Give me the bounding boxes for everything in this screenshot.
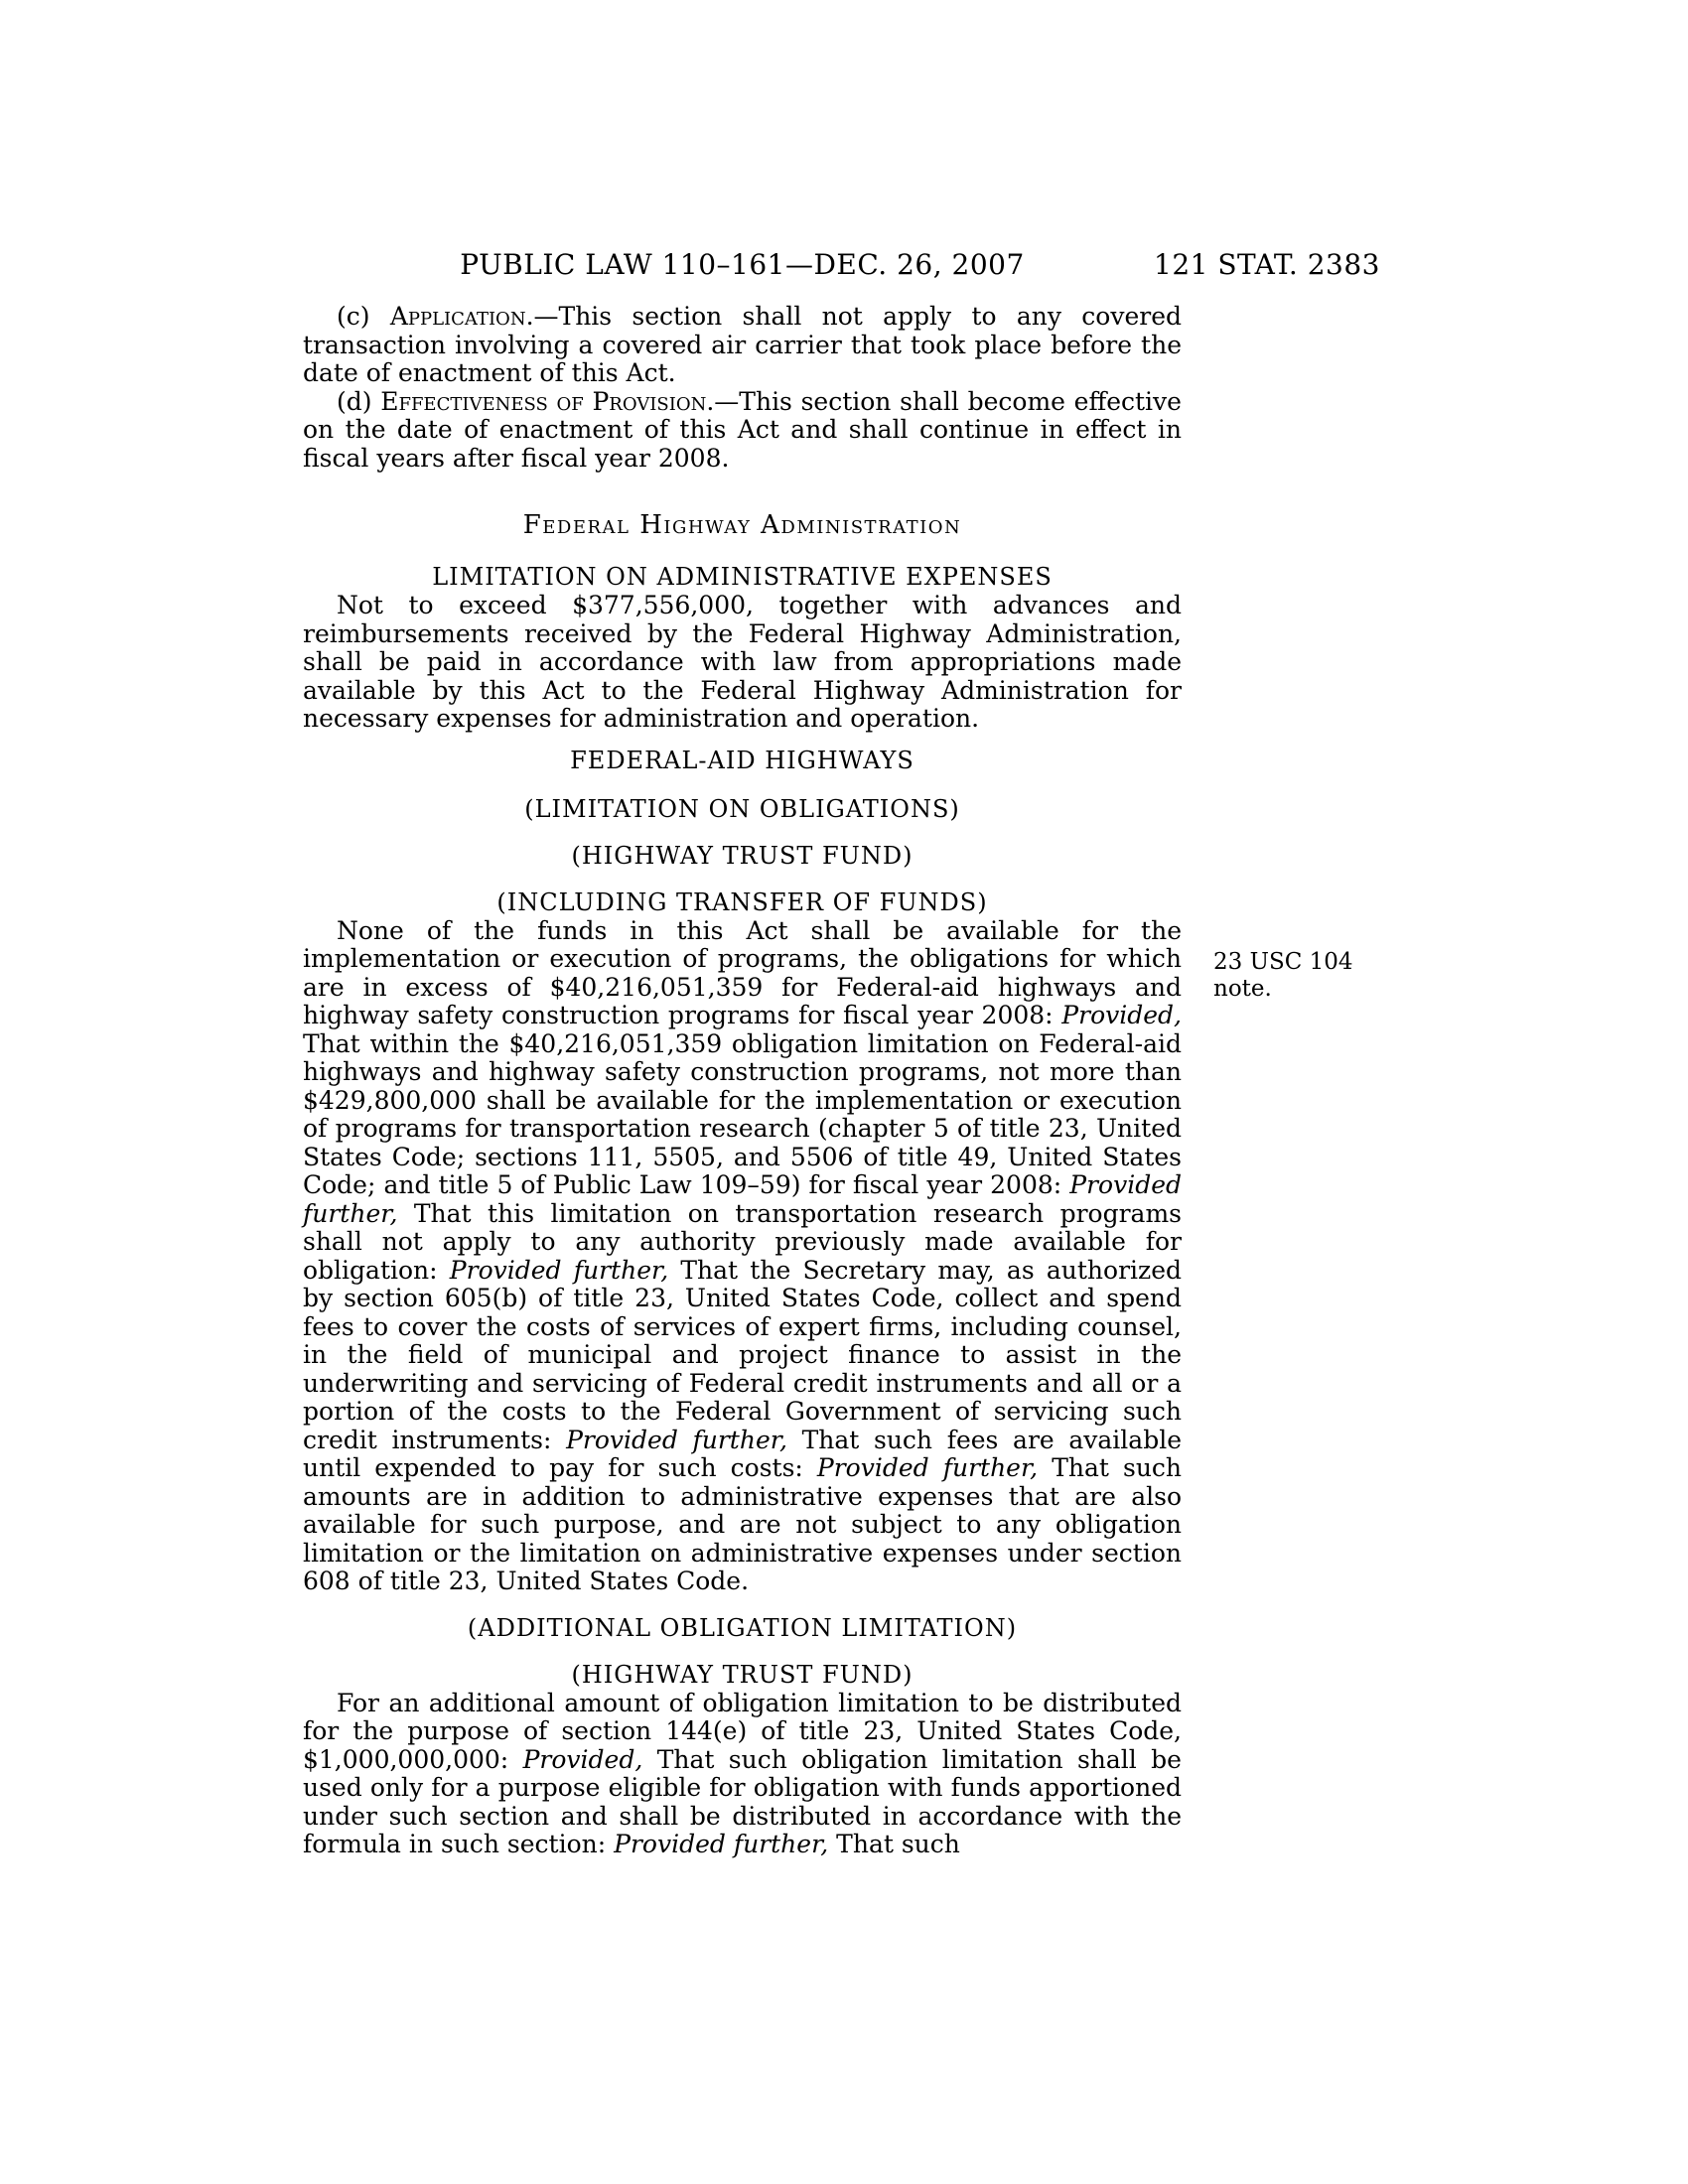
- header-law-citation: PUBLIC LAW 110–161—DEC. 26, 2007: [460, 248, 1025, 281]
- text-run: Provided further,: [303, 1170, 1182, 1228]
- text-run: That such fees are available until expended to pay for such costs:: [303, 1425, 1182, 1482]
- text-run: Provided further,: [449, 1255, 669, 1285]
- margin-note-usc-citation: 23 USC 104 note.: [1213, 949, 1353, 1002]
- text-run: That such amounts are in addition to administrative expenses that are also available for such purpose, and are not subject to any obligation limitation or the limitation on administrative expenses under section 608 of title 23, United States Code.: [303, 1453, 1183, 1595]
- paragraph-administrative-expenses: [303, 592, 1182, 734]
- text-run: That within the $40,216,051,359 obligation limitation on Federal-aid highways and highway safety construction programs, not more than $429,800,000 shall be available for the implementation or execution of programs for transportation research (chapter 5 of title 23, United States Code; sections 111, 5505, and 5506 of title 49, United States Code; and title 5 of Public Law 109–59) for fiscal year 2008:: [303, 1028, 1182, 1199]
- paragraph-effectiveness-of-provision: [303, 388, 1182, 474]
- paragraph-application: [303, 303, 1182, 388]
- heading-limitation-on-obligations: (LIMITATION ON OBLIGATIONS): [524, 794, 960, 823]
- text-run: Provided further,: [614, 1830, 829, 1858]
- paragraph-obligation-limitation: [303, 917, 1182, 1596]
- text-run: Not to exceed $377,556,000, together with advances and reimbursements received by the Federal Highway Administration, shall be paid in accordance with law from appropriations made available by this Act to the Federal Highway Administration for necessary expenses for administration and operation.: [303, 591, 1182, 733]
- heading-federal-highway-administration: Federal Highway Administration: [522, 510, 962, 540]
- heading-highway-trust-fund-first: (HIGHWAY TRUST FUND): [571, 841, 914, 870]
- text-run: Application: [389, 302, 526, 331]
- heading-highway-trust-fund-second: (HIGHWAY TRUST FUND): [571, 1660, 914, 1689]
- text-run: Provided,: [522, 1744, 643, 1774]
- text-run: That the Secretary may, as authorized by section 605(b) of title 23, United States Code, collect and spend fees to cover the costs of services of expert firms, including counsel, in the field of municipal and project finance to assist in the underwriting and servicing of Federal credit instruments and all or a portion of the costs to the Federal Government of servicing such credit instruments:: [303, 1255, 1182, 1454]
- text-run: That such: [828, 1830, 960, 1858]
- text-run: None of the funds in this Act shall be available for the implementation or execution of programs, the obligations for which are in excess of $40,216,051,359 for Federal-aid highways and highway safety construction programs for fiscal year 2008:: [303, 915, 1182, 1029]
- text-run: That this limitation on transportation research programs shall not apply to any authority previously made available for obligation:: [303, 1198, 1182, 1285]
- text-run: Effectiveness of Provision: [380, 386, 707, 416]
- text-run: (c): [337, 302, 390, 331]
- text-run: Provided further,: [816, 1453, 1039, 1482]
- text-run: For an additional amount of obligation limitation to be distributed for the purpose of section 144(e) of title 23, United States Code, $1,000,000,000:: [303, 1688, 1182, 1774]
- text-run: That such obligation limitation shall be used only for a purpose eligible for obligation with funds apportioned under such section and shall be distributed in accordance with the formula in such section:: [303, 1744, 1182, 1858]
- text-run: .—This section shall become effective on the date of enactment of this Act and shall continue in effect in fiscal years after fiscal year 2008.: [303, 386, 1182, 473]
- text-run: Provided further,: [566, 1425, 787, 1454]
- header-stat-number: 121 STAT. 2383: [1154, 248, 1380, 281]
- heading-including-transfer-of-funds: (INCLUDING TRANSFER OF FUNDS): [496, 887, 988, 916]
- heading-additional-obligation-limitation: (ADDITIONAL OBLIGATION LIMITATION): [467, 1613, 1018, 1642]
- text-column: [303, 303, 1182, 1859]
- paragraph-additional-obligation-limitation: [303, 1690, 1182, 1859]
- text-run: (d): [337, 386, 381, 416]
- text-run: Provided,: [1061, 1001, 1182, 1029]
- text-run: .—This section shall not apply to any covered transaction involving a covered air carrier that took place before the date of enactment of this Act.: [303, 302, 1182, 387]
- heading-federal-aid-highways: FEDERAL-AID HIGHWAYS: [570, 746, 914, 774]
- heading-limitation-on-administrative-expenses: LIMITATION ON ADMINISTRATIVE EXPENSES: [432, 563, 1053, 591]
